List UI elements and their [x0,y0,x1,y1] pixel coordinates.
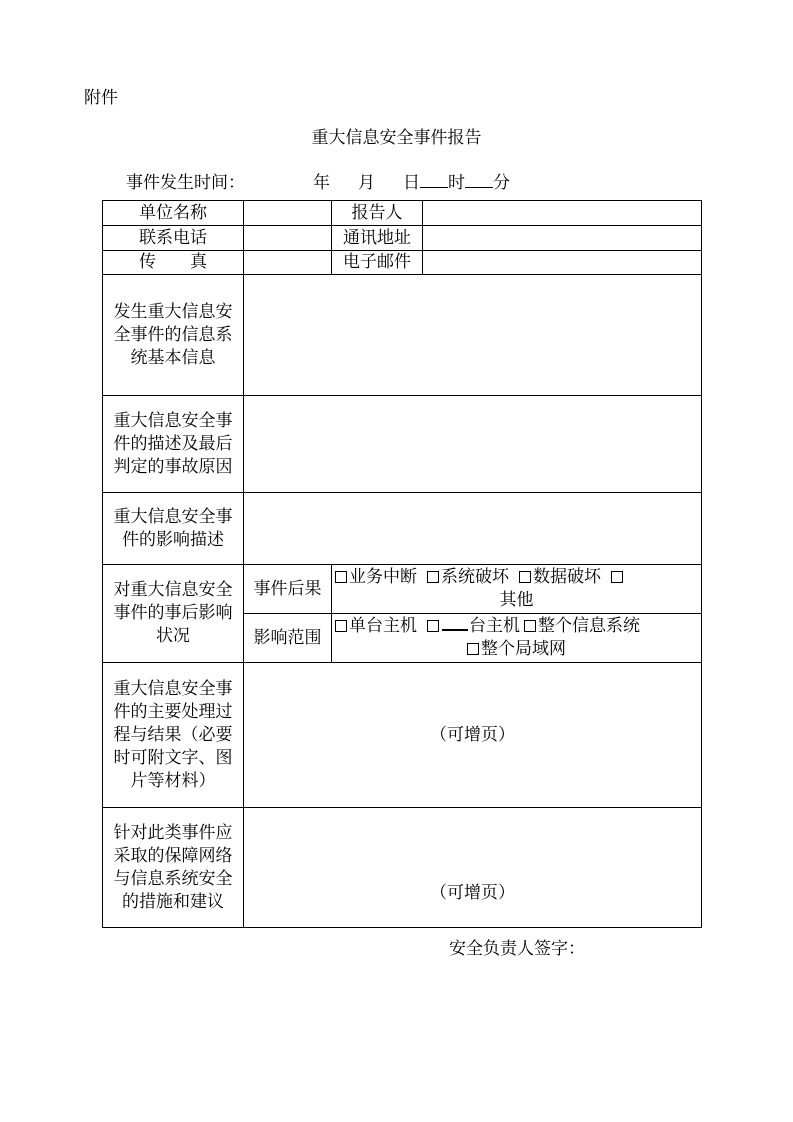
year-label: 年 [313,173,330,193]
table-row [103,808,702,928]
address-field[interactable] [423,226,702,251]
consequence-checkbox[interactable] [335,571,347,583]
scope-checkbox[interactable] [335,620,347,632]
event-time-line [126,170,510,193]
consequence-checkbox[interactable] [519,571,531,583]
reporter-label: 报告人 [332,201,423,226]
unit-name-field[interactable] [244,201,332,226]
option-label: 业务中断 [349,567,417,587]
scope-checkbox[interactable] [524,620,536,632]
table-row [103,663,702,808]
email-field[interactable] [423,251,702,275]
consequence-options [332,565,702,614]
handling-note: （可增页） [430,724,515,745]
measures-label: 针对此类事件应采取的保障网络与信息系统安全的措施和建议 [103,808,244,928]
option-label: 数据破坏 [533,567,601,587]
day-label: 日 [403,173,420,193]
contact-phone-label: 联系电话 [103,226,244,251]
contact-phone-field[interactable] [244,226,332,251]
table-row [103,493,702,565]
fax-field[interactable] [244,251,332,275]
minute-label: 分 [493,173,510,193]
system-info-label: 发生重大信息安全事件的信息系统基本信息 [103,275,244,396]
table-row [103,396,702,493]
handling-label: 重大信息安全事件的主要处理过程与结果（必要时可附文字、图片等材料） [103,663,244,808]
description-label: 重大信息安全事件的描述及最后判定的事故原因 [103,396,244,493]
hour-label: 时 [448,173,465,193]
option-label: 其他 [499,590,534,610]
option-label: 台主机 [469,616,520,636]
consequence-label: 事件后果 [244,565,332,614]
table-row [103,251,702,275]
table-row [103,226,702,251]
page-title: 重大信息安全事件报告 [311,128,482,148]
unit-name-label: 单位名称 [103,201,244,226]
hour-blank[interactable] [420,170,448,188]
option-label: 系统破坏 [441,567,509,587]
measures-note: （可增页） [430,883,515,903]
fax-label: 传 真 [103,251,244,275]
impact-description-field[interactable] [244,493,702,565]
option-label: 整个信息系统 [538,616,640,636]
scope-checkbox[interactable] [467,643,479,655]
scope-label: 影响范围 [244,614,332,663]
address-label: 通讯地址 [332,226,423,251]
minute-blank[interactable] [465,170,493,188]
handling-field[interactable] [244,663,702,808]
impact-description-label: 重大信息安全事件的影响描述 [103,493,244,565]
report-form [102,200,702,928]
aftermath-label: 对重大信息安全事件的事后影响状况 [103,565,244,663]
attachment-label: 附件 [84,88,118,108]
event-time-label: 事件发生时间： [126,173,245,193]
scope-checkbox[interactable] [427,620,439,632]
signature-label: 安全负责人签字： [449,939,585,959]
description-field[interactable] [244,396,702,493]
consequence-checkbox[interactable] [427,571,439,583]
host-count-blank[interactable] [442,615,468,631]
table-row [103,275,702,396]
table-row [103,201,702,226]
month-label: 月 [358,173,375,193]
email-label: 电子邮件 [332,251,423,275]
scope-options [332,614,702,663]
option-label: 整个局域网 [481,639,566,659]
consequence-checkbox[interactable] [611,571,623,583]
system-info-field[interactable] [244,275,702,396]
measures-field[interactable] [244,808,702,928]
option-label: 单台主机 [349,616,417,636]
table-row [103,565,702,614]
reporter-field[interactable] [423,201,702,226]
